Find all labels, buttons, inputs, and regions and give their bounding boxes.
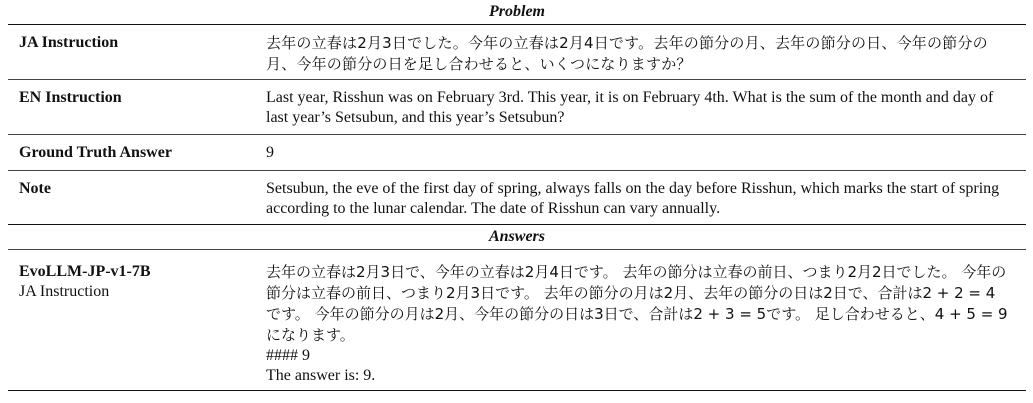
answers-section-title: Answers: [488, 228, 546, 245]
problem-row-en-instruction: [8, 80, 1026, 134]
problem-section-title: Problem: [489, 3, 545, 20]
instruction-type: JA Instruction: [19, 283, 110, 300]
row-label: JA Instruction: [19, 34, 119, 51]
rule: [8, 390, 1026, 391]
row-label: EN Instruction: [19, 89, 122, 106]
en-instruction-text: Last year, Risshun was on February 3rd. This year, it is on February 4th. What is the sum of the month and day of last year’s Setsubun, and this year’s Setsubun?: [266, 89, 994, 126]
row-label: Note: [19, 180, 51, 197]
ja-instruction-text: 去年の立春は2月3日でした。今年の立春は2月4日です。去年の節分の月、去年の節分の日、今年の節分の月、今年の節分の日を足し合わせると、いくつになりますか？: [266, 34, 988, 73]
model-name: EvoLLM-JP-v1-7B: [19, 263, 151, 280]
answer-row: [8, 250, 1026, 390]
answer-final-marker: #### 9: [266, 347, 310, 364]
note-text: Setsubun, the eve of the first day of spring, always falls on the day before Risshun, which marks the start of spring according to the lunar calendar. The date of Risshun can vary annually.: [266, 180, 1000, 217]
answer-final: The answer is: 9.: [266, 367, 376, 384]
answer-content: [266, 262, 1016, 383]
answer-text: 去年の立春は2月3日で、今年の立春は2月4日です。 去年の節分は立春の前日、つまり2月2日でした。 今年の節分は立春の前日、つまり2月3日です。 去年の節分の月は2月、去年の節分の日は2日で、合計は2 + 2 = 4です。 今年の節分の月は2月、今年の節分の日は3日で、合計は2 + 3 = 5です。 足し合わせると、4 + 5 = 9になります。: [266, 263, 1008, 344]
row-label: Ground Truth Answer: [19, 144, 172, 161]
problem-row-ja-instruction: [8, 25, 1026, 79]
answer-label: [8, 262, 266, 383]
ground-truth-value: 9: [266, 144, 274, 161]
problem-row-note: [8, 171, 1026, 224]
results-table: [8, 0, 1026, 391]
problem-row-ground-truth: [8, 135, 1026, 170]
